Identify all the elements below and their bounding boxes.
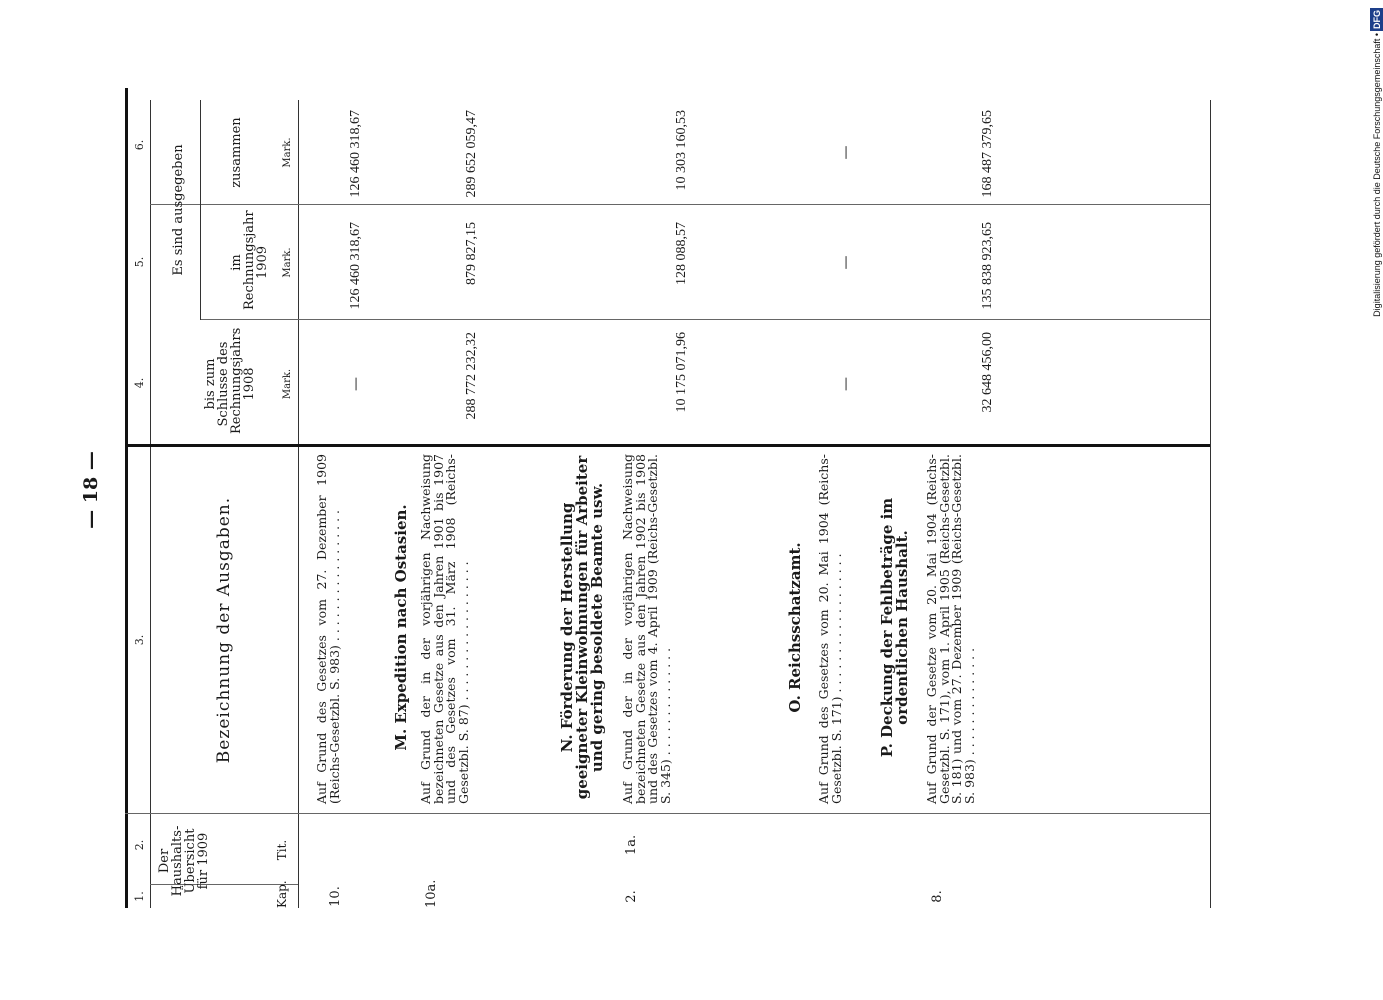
row3-tit: 1a. (624, 834, 639, 856)
col-number-1: 1. (133, 891, 146, 902)
dfg-logo: DFG (1372, 10, 1382, 29)
row5-col6: 168 487 379,65 (980, 110, 995, 198)
row4-section-heading: O. Reichsschatzamt. (786, 542, 804, 713)
row5-section-heading: P. Deckung der Fehlbeträge im ordentlichen Haushalt. (878, 497, 911, 758)
row4-col6: — (838, 145, 854, 160)
header-bottom-rule (298, 100, 299, 908)
page-number: — 18 — (80, 451, 102, 529)
row3-col4: 10 175 071,96 (674, 332, 689, 413)
row1-kap: 10. (328, 886, 343, 907)
col-number-4: 4. (133, 377, 146, 389)
group-rule (200, 100, 201, 320)
row1-col4: — (348, 377, 364, 391)
col1-2-title: Der Haushalts-Übersicht für 1909 (157, 825, 211, 897)
row4-col5: — (838, 255, 854, 270)
row3-section-heading: N. Förderung der Herstellung geeigneter Kleinwohnungen für Arbeiter und gering besoldete Beamte usw. (558, 455, 606, 800)
row1-description: Auf Grund des Gesetzes vom 27. Dezember 1909 (Reichs-Gesetzbl. S. 983) . . . . . . . . . . . . . . . . . (314, 454, 342, 804)
table-top-rule (125, 88, 128, 908)
row2-description: Auf Grund der in der vorjährigen Nachweisung bezeichneten Gesetze aus den Jahren 1901 bis 1907 und des Gesetzes vom 31. März 1908 (Reichs-Gesetzbl. S. 87) . . . . . . . . . . . . . . . . . . (418, 454, 471, 804)
row3-col6: 10 303 160,53 (674, 110, 689, 191)
col-number-6: 6. (133, 139, 146, 151)
row2-col5: 879 827,15 (464, 222, 479, 285)
col6-unit: Mark. (282, 137, 293, 168)
col5-title: im Rechnungsjahr 1909 (229, 210, 270, 310)
col5-unit: Mark. (282, 247, 293, 278)
row3-kap: 2. (624, 890, 639, 903)
col-number-5: 5. (133, 256, 146, 268)
divider-col3-4 (125, 444, 1210, 447)
col3-title: Bezeichnung der Ausgaben. (214, 496, 234, 764)
col-number-3: 3. (133, 634, 146, 646)
row1-col5: 126 460 318,67 (348, 222, 363, 310)
kap-label: Kap. (275, 880, 289, 908)
row5-description: Auf Grund der Gesetze vom 20. Mai 1904 (Reichs-Gesetzbl. S. 171), vom 1. April 1905 (Reichs-Gesetzbl. S. 181) und vom 27. Dezember 1909 (Reichs-Gesetzbl. S. 983) . . . . . . . . . . . . . . (924, 454, 977, 804)
row5-col4: 32 648 456,00 (980, 332, 995, 413)
row3-col5: 128 088,57 (674, 222, 689, 285)
row5-col5: 135 838 923,65 (980, 222, 995, 310)
row5-kap: 8. (930, 890, 945, 903)
row4-description: Auf Grund des Gesetzes vom 20. Mai 1904 (Reichs-Gesetzbl. S. 171) . . . . . . . . . . . . . . . . . . (816, 454, 844, 804)
row4-col4: — (838, 377, 854, 391)
group-title: Es sind ausgegeben (171, 144, 186, 276)
col4-title: bis zum Schlusse des Rechnungsjahrs 1908 (203, 327, 257, 434)
header-number-rule (150, 100, 151, 908)
row2-col6: 289 652 059,47 (464, 110, 479, 198)
row2-section-heading: M. Expedition nach Ostasien. (392, 504, 410, 751)
col4-unit: Mark. (282, 368, 293, 400)
digitization-note-text: Digitalisierung gefördert durch die Deutsche Forschungsgemeinschaft • (1372, 33, 1382, 317)
row1-col6: 126 460 318,67 (348, 110, 363, 198)
divider-col2-3 (125, 813, 1210, 814)
row3-description: Auf Grund der in der vorjährigen Nachweisung bezeichneten Gesetze aus den Jahren 1902 bis 1908 und des Gesetzes vom 4. April 1909 (Reichs-Gesetzbl. S. 345) . . . . . . . . . . . . . . (620, 454, 673, 804)
table-bottom-rule (1210, 100, 1211, 908)
digitization-note (1370, 8, 1383, 388)
row2-col4: 288 772 232,32 (464, 332, 479, 420)
col-number-2: 2. (133, 839, 146, 851)
row2-kap: 10a. (424, 879, 439, 908)
col6-title: zusammen (229, 117, 244, 188)
tit-label: Tit. (275, 839, 289, 861)
